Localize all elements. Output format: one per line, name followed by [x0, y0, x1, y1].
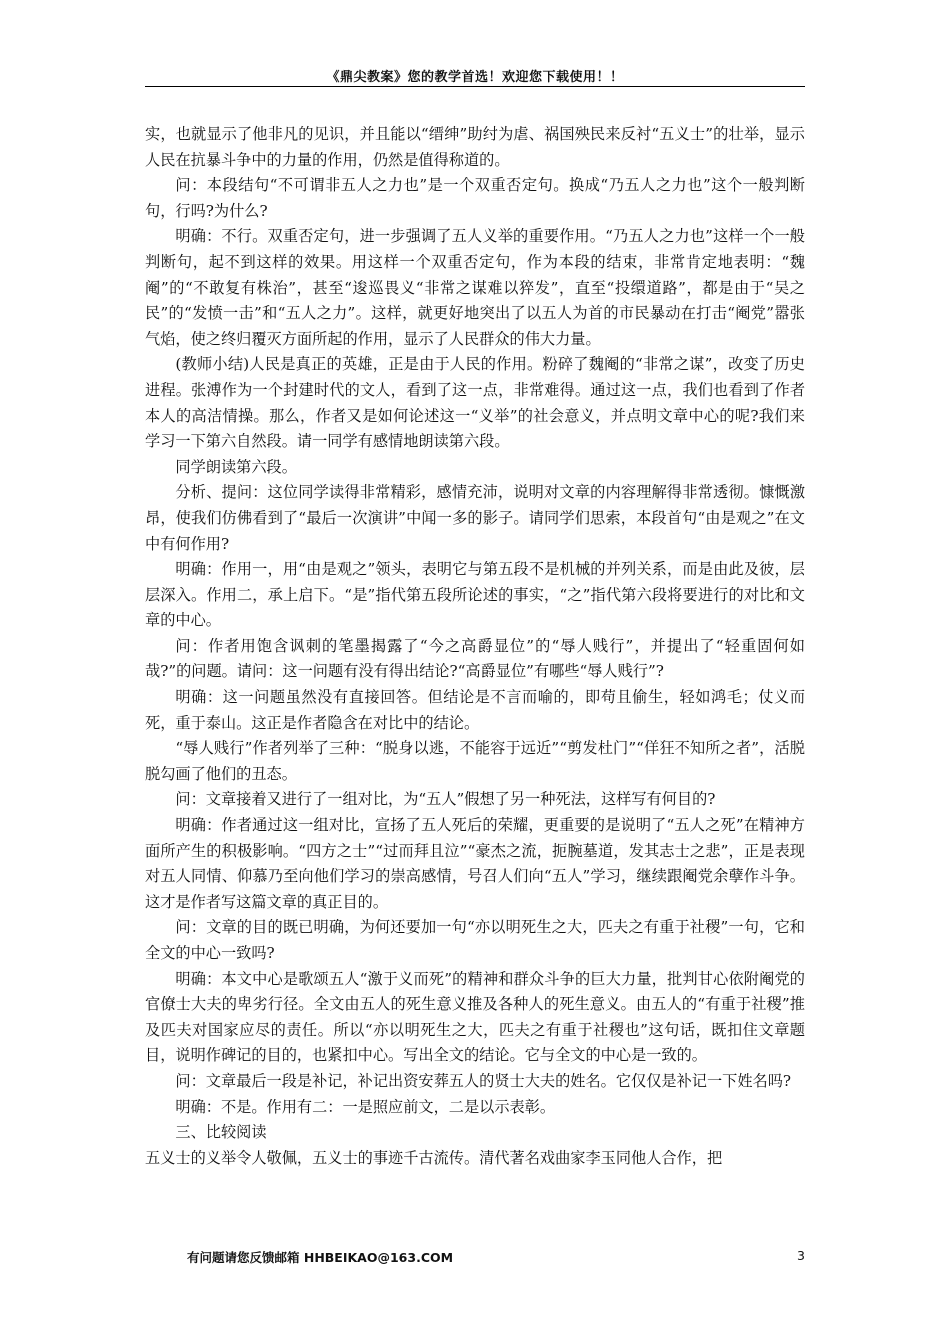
paragraph: 问：文章最后一段是补记，补记出资安葬五人的贤士大夫的姓名。它仅仅是补记一下姓名吗?	[175, 1071, 792, 1090]
paragraph: 明确：作者通过这一组对比，宣扬了五人死后的荣耀，更重要的是说明了“五人之死”在精神方面所产生的积极影响。“四方之士”“过而拜且泣”“豪杰之流，扼腕墓道，发其志士之悲”，正是表现对五人同情、仰慕乃至向他们学习的崇高感情，号召人们向“五人”学习，继续跟阉党余孽作斗争。这才是作者写这篇文章的真正目的。	[145, 816, 805, 911]
paragraph: 五义士的义举令人敬佩，五义士的事迹千古流传。清代著名戏曲家李玉同他人合作，把	[145, 1148, 723, 1167]
page-header: 《鼎尖教案》您的教学首选！欢迎您下载使用！！	[326, 70, 624, 85]
paragraph: 同学朗读第六段。	[175, 457, 297, 476]
paragraph: 问：文章的目的既已明确，为何还要加一句“亦以明死生之大，匹夫之有重于社稷”一句，它和全文的中心一致吗?	[145, 918, 805, 962]
paragraph: 明确：这一问题虽然没有直接回答。但结论是不言而喻的，即苟且偷生，轻如鸿毛；仗义而死，重于泰山。这正是作者隐含在对比中的结论。	[145, 688, 805, 732]
paragraph: 问：文章接着又进行了一组对比，为“五人”假想了另一种死法，这样写有何目的?	[175, 790, 716, 809]
paragraph: 明确：不行。双重否定句，进一步强调了五人义举的重要作用。“乃五人之力也”这样一个一般判断句，起不到这样的效果。用这样一个双重否定句，作为本段的结束，非常肯定地表明：“魏阉”的“不敢复有株治”，甚至“逡巡畏义“非常之谋难以猝发”，直至“投缳道路”，都是由于“吴之民”的“发愤一击”和“五人之力”。这样，就更好地突出了以五人为首的市民暴动在打击“阉党”嚣张气焰，使之终归覆灭方面所起的作用，显示了人民群众的伟大力量。	[145, 227, 805, 348]
paragraph: 明确：作用一，用“由是观之”领头，表明它与第五段不是机械的并列关系，而是由此及彼，层层深入。作用二，承上启下。“是”指代第五段所论述的事实，“之”指代第六段将要进行的对比和文章的中心。	[145, 560, 805, 630]
paragraph: (教师小结)人民是真正的英雄，正是由于人民的作用。粉碎了魏阉的“非常之谋”，改变了历史进程。张溥作为一个封建时代的文人，看到了这一点，非常难得。通过这一点，我们也看到了作者本人的高洁情操。那么，作者又是如何论述这一“义举”的社会意义，并点明文章中心的呢?我们来学习一下第六自然段。请一同学有感情地朗读第六段。	[145, 355, 805, 451]
document-body	[145, 122, 805, 1171]
header-divider	[145, 86, 805, 87]
paragraph: 明确：不是。作用有二：一是照应前文，二是以示表彰。	[175, 1097, 556, 1116]
paragraph: 问：本段结句“不可谓非五人之力也”是一个双重否定句。换成“乃五人之力也”这个一般判断句，行吗?为什么?	[145, 176, 805, 220]
page-number: 3	[797, 1248, 805, 1263]
paragraph: 问：作者用饱含讽刺的笔墨揭露了“今之高爵显位”的“辱人贱行”，并提出了“轻重固何如哉?”的问题。请问：这一问题有没有得出结论?“高爵显位”有哪些“辱人贱行”?	[145, 636, 805, 681]
paragraph: 实，也就显示了他非凡的见识，并且能以“缙绅”助纣为虐、祸国殃民来反衬“五义士”的壮举，显示人民在抗暴斗争中的力量的作用，仍然是值得称道的。	[145, 125, 805, 169]
paragraph: 分析、提问：这位同学读得非常精彩，感情充沛，说明对文章的内容理解得非常透彻。慷慨激昂，使我们仿佛看到了“最后一次演讲”中闻一多的影子。请同学们思索，本段首句“由是观之”在文中有何作用?	[145, 483, 805, 553]
paragraph: “辱人贱行”作者列举了三种：“脱身以逃，不能容于远近”“剪发杜门”“佯狂不知所之者”，活脱脱勾画了他们的丑态。	[145, 739, 805, 783]
feedback-email-text: 有问题请您反馈邮箱 HHBEIKAO@163.COM	[187, 1250, 454, 1265]
section-heading: 三、比较阅读	[175, 1123, 267, 1142]
paragraph: 明确：本文中心是歌颂五人“激于义而死”的精神和群众斗争的巨大力量，批判甘心依附阉党的官僚士大夫的卑劣行径。全文由五人的死生意义推及各种人的死生意义。由五人的“有重于社稷”推及匹夫对国家应尽的责任。所以“亦以明死生之大，匹夫之有重于社稷也”这句话，既扣住文章题目，说明作碑记的目的，也紧扣中心。写出全文的结论。它与全文的中心是一致的。	[145, 969, 805, 1065]
page-footer	[145, 1248, 805, 1266]
